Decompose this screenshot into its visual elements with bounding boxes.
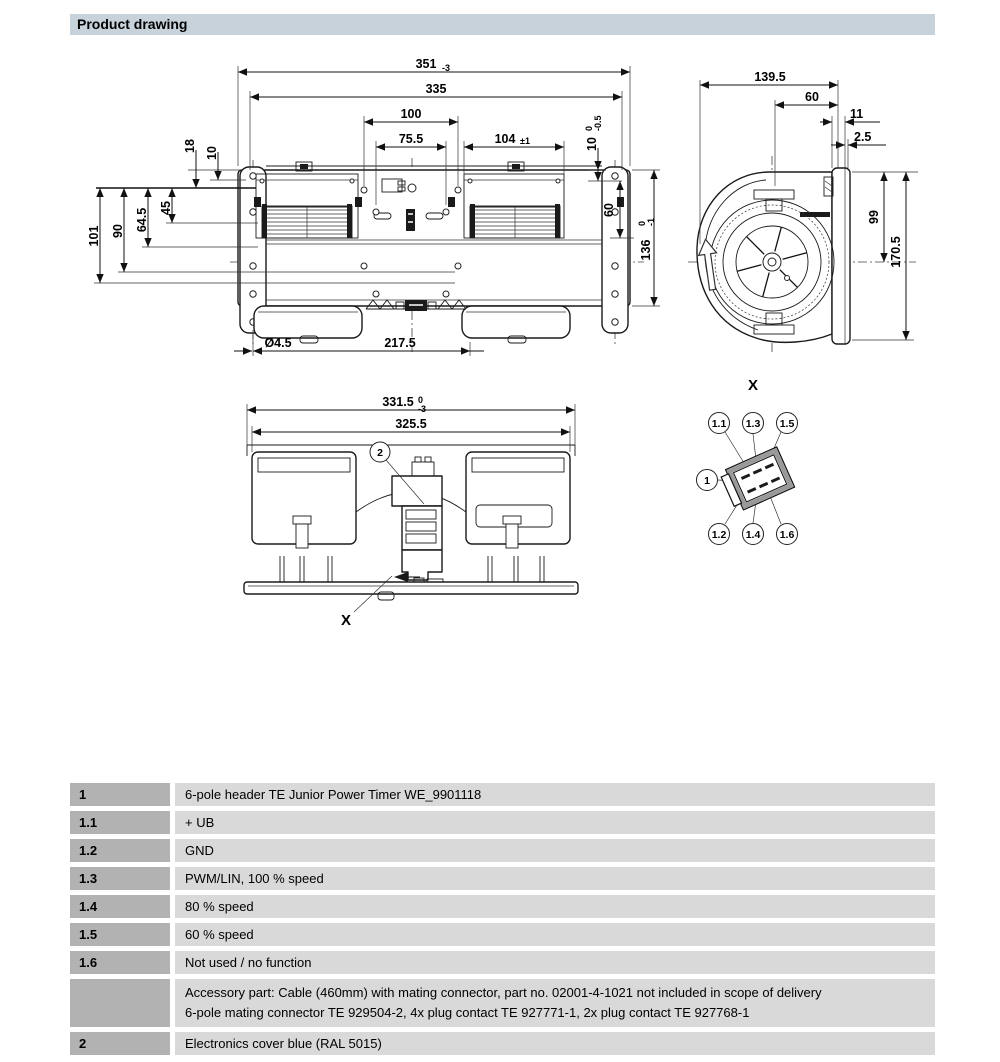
svg-text:1.2: 1.2 <box>711 529 727 541</box>
dim-10: 10 <box>205 146 219 160</box>
table-row-accessory <box>70 979 935 1027</box>
row-description: Not used / no function <box>175 951 935 974</box>
dim-104: 104 <box>494 132 516 146</box>
electronics-cover <box>392 457 443 586</box>
svg-text:1: 1 <box>704 475 710 487</box>
view-x-label: X <box>340 612 352 629</box>
pin-description-table <box>70 783 935 1060</box>
row-description: 80 % speed <box>175 895 935 918</box>
row-description: + UB <box>175 811 935 834</box>
row-number: 1.6 <box>70 951 170 974</box>
table-row <box>70 867 935 890</box>
row-description: Electronics cover blue (RAL 5015) <box>175 1032 935 1055</box>
pin-callout-1-4 <box>743 524 764 545</box>
front-view <box>87 57 660 356</box>
detail-view-label: X <box>747 377 759 394</box>
dim-64-5: 64.5 <box>135 207 149 233</box>
table-row <box>70 923 935 946</box>
dim-325-5: 325.5 <box>395 417 427 431</box>
pin-callout-1-5 <box>777 413 798 434</box>
svg-text:1.5: 1.5 <box>779 418 795 430</box>
dim-18: 18 <box>183 139 197 153</box>
connector-detail <box>697 377 798 545</box>
bottom-view <box>244 395 578 629</box>
row-description: GND <box>175 839 935 862</box>
row-number: 1.2 <box>70 839 170 862</box>
dim-75-5: 75.5 <box>398 132 424 146</box>
dim-104-tol: ±1 <box>520 136 530 146</box>
row-number: 1.5 <box>70 923 170 946</box>
connector-body <box>719 447 794 513</box>
dim-136: 136 <box>639 239 653 261</box>
pin-callout-1-6 <box>777 524 798 545</box>
table-row <box>70 895 935 918</box>
svg-text:2: 2 <box>377 447 383 459</box>
svg-text:1.3: 1.3 <box>745 418 761 430</box>
dim-101: 101 <box>87 225 101 247</box>
dim-2-5: 2.5 <box>854 130 872 144</box>
svg-text:1.4: 1.4 <box>745 529 761 541</box>
dim-217-5: 217.5 <box>384 336 416 350</box>
row-description: 6-pole header TE Junior Power Timer WE_9901118 <box>175 783 935 806</box>
dim-139-5: 139.5 <box>754 70 786 84</box>
row-number: 1.3 <box>70 867 170 890</box>
dim-351: 351 <box>415 57 437 71</box>
row-number: 1.4 <box>70 895 170 918</box>
svg-text:1.6: 1.6 <box>779 529 795 541</box>
table-row <box>70 811 935 834</box>
dim-170-5: 170.5 <box>889 236 903 268</box>
svg-text:1.1: 1.1 <box>711 418 727 430</box>
dim-331-5-tol-high: 0 <box>418 395 424 405</box>
dim-100: 100 <box>400 107 422 121</box>
pin-callout-1-3 <box>743 413 764 434</box>
pin-callout-1 <box>697 470 718 491</box>
dim-s60: 60 <box>805 90 819 104</box>
dim-r10: 10 <box>585 137 599 151</box>
side-flange <box>832 168 850 344</box>
row-description: 60 % speed <box>175 923 935 946</box>
page-title: Product drawing <box>77 16 188 32</box>
row-number: 1.1 <box>70 811 170 834</box>
pin-callout-1-1 <box>709 413 730 434</box>
dim-dia-4-5: Ø4.5 <box>264 336 292 350</box>
dim-136-tol-low: -1 <box>646 217 656 226</box>
scroll-housing-right <box>462 306 570 338</box>
table-row <box>70 1032 935 1055</box>
row-number: 1 <box>70 783 170 806</box>
dim-136-tol-high: 0 <box>637 220 647 226</box>
row-number: 2 <box>70 1032 170 1055</box>
table-row <box>70 839 935 862</box>
dim-r10-tol-low: -0.5 <box>593 115 603 131</box>
table-row <box>70 951 935 974</box>
dim-351-tol: -3 <box>442 63 451 73</box>
base-plate <box>244 582 578 594</box>
dim-45: 45 <box>159 201 173 215</box>
row-description <box>175 979 935 1027</box>
row-number <box>70 979 170 1027</box>
dim-331-5-tol-low: -3 <box>418 404 427 414</box>
dim-11: 11 <box>850 107 864 121</box>
side-view <box>688 70 918 352</box>
dim-90: 90 <box>111 224 125 238</box>
dim-r10-tol-high: 0 <box>584 125 594 131</box>
table-row <box>70 783 935 806</box>
dim-335: 335 <box>425 82 447 96</box>
mounting-flange-right <box>602 167 628 333</box>
dim-99: 99 <box>867 210 881 224</box>
row-description: PWM/LIN, 100 % speed <box>175 867 935 890</box>
accessory-line-1: Accessory part: Cable (460mm) with mating connector, part no. 02001-4-1021 not included in scope of delivery <box>185 985 822 1000</box>
dim-331-5: 331.5 <box>382 395 414 409</box>
pin-callout-1-2 <box>709 524 730 545</box>
scroll-housing-left <box>254 306 362 338</box>
dim-r60: 60 <box>602 203 616 217</box>
accessory-line-2: 6-pole mating connector TE 929504-2, 4x plug contact TE 927771-1, 2x plug contact TE 927768-1 <box>185 1005 750 1020</box>
